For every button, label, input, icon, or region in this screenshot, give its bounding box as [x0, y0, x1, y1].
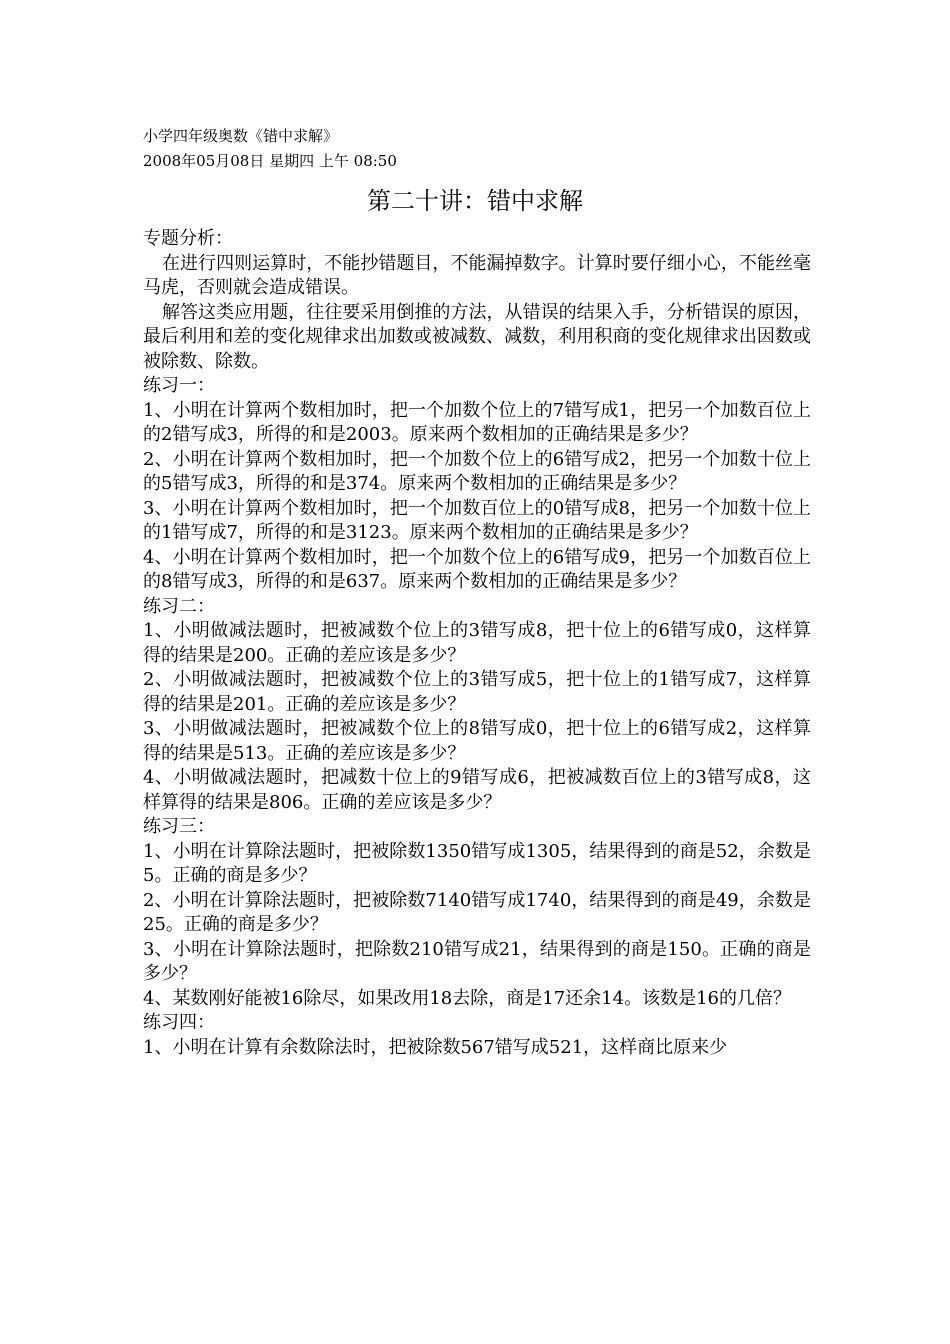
- exercise1-heading: 练习一：: [143, 375, 215, 396]
- exercise3-item-3: 3、小明在计算除法题时，把除数210错写成21，结果得到的商是150。正确的商是多少？: [143, 938, 811, 984]
- exercise2-heading: 练习二：: [143, 595, 215, 617]
- intro-heading: 专题分析：: [143, 228, 233, 249]
- intro-paragraph-2: 解答这类应用题，往往要采用倒推的方法，从错误的结果入手，分析错误的原因，最后利用和差的变化规律求出加数或被减数、减数，利用积商的变化规律求出因数或被除数、除数。: [143, 301, 811, 372]
- intro-paragraph-1: 在进行四则运算时，不能抄错题目，不能漏掉数字。计算时要仔细小心，不能丝毫马虎，否则就会造成错误。: [143, 252, 811, 298]
- exercise1-item-2: 2、小明在计算两个数相加时，把一个加数个位上的6错写成2，把另一个加数十位上的5错写成3，所得的和是374。原来两个数相加的正确结果是多少？: [143, 448, 811, 494]
- exercise1-item-3: 3、小明在计算两个数相加时，把一个加数百位上的0错写成8，把另一个加数十位上的1错写成7，所得的和是3123。原来两个数相加的正确结果是多少？: [143, 497, 811, 543]
- date-line: 2008年05月08日 星期四 上午 08:50: [143, 152, 397, 170]
- exercise2-item-2: 2、小明做减法题时，把被减数个位上的3错写成5，把十位上的1错写成7，这样算得的结果是201。正确的差应该是多少？: [143, 669, 811, 715]
- exercise3-item-4: 4、某数刚好能被16除尽，如果改用18去除，商是17还余14。该数是16的几倍？: [143, 987, 791, 1009]
- exercise2-item-1: 1、小明做减法题时，把被减数个位上的3错写成8，把十位上的6错写成0，这样算得的结果是200。正确的差应该是多少？: [143, 620, 811, 666]
- document-header: [143, 124, 397, 174]
- exercise4-item-1: 1、小明在计算有余数除法时，把被除数567错写成521，这样商比原来少: [143, 1036, 728, 1058]
- lecture-title: 第二十讲：错中求解: [367, 187, 583, 215]
- exercise1-item-1: 1、小明在计算两个数相加时，把一个加数个位上的7错写成1，把另一个加数百位上的2错写成3，所得的和是2003。原来两个数相加的正确结果是多少？: [143, 399, 811, 445]
- exercise3-item-1: 1、小明在计算除法题时，把被除数1350错写成1305，结果得到的商是52，余数是5。正确的商是多少？: [143, 840, 811, 886]
- exercise3-item-2: 2、小明在计算除法题时，把被除数7140错写成1740，结果得到的商是49，余数是25。正确的商是多少？: [143, 889, 811, 935]
- exercise2-item-4: 4、小明做减法题时，把减数十位上的9错写成6，把被减数百位上的3错写成8，这样算得的结果是806。正确的差应该是多少？: [143, 767, 811, 813]
- document-body: [143, 227, 811, 1060]
- exercise2-item-3: 3、小明做减法题时，把被减数个位上的8错写成0，把十位上的6错写成2，这样算得的结果是513。正确的差应该是多少？: [143, 718, 811, 764]
- doc-title: 小学四年级奥数《错中求解》: [143, 127, 339, 145]
- exercise4-heading: 练习四：: [143, 1012, 215, 1033]
- exercise3-heading: 练习三：: [143, 816, 215, 837]
- exercise1-item-4: 4、小明在计算两个数相加时，把一个加数个位上的6错写成9，把另一个加数百位上的8错写成3，所得的和是637。原来两个数相加的正确结果是多少？: [143, 546, 811, 592]
